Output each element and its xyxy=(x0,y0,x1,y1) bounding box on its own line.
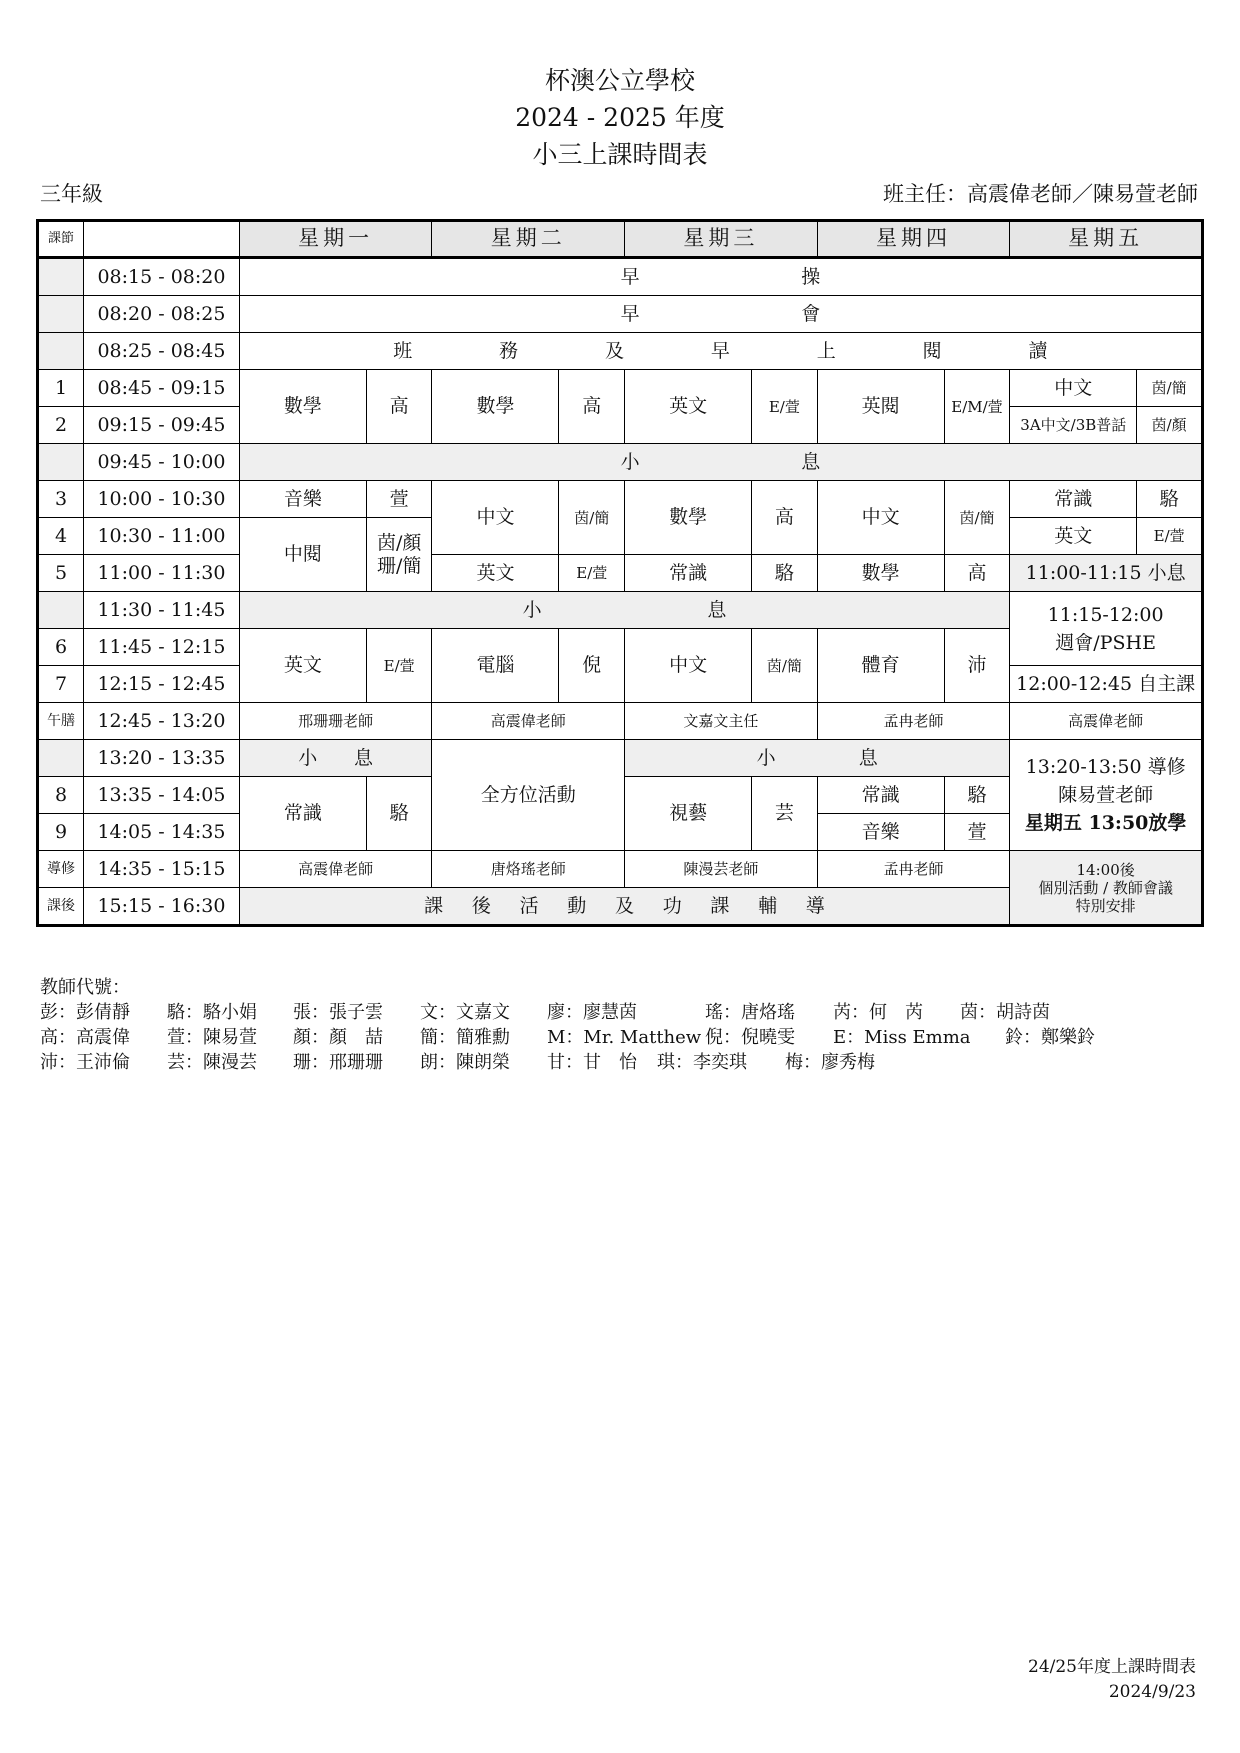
span-char: 及 xyxy=(605,339,625,362)
span-char: 讀 xyxy=(1028,339,1048,362)
legend-entry: 瑤：唐烙瑤 xyxy=(705,1002,795,1023)
friday-assembly-cell xyxy=(1010,592,1203,666)
span-char: 息 xyxy=(858,746,878,769)
teacher-cell: 倪 xyxy=(559,629,625,703)
lesson-num xyxy=(38,592,84,629)
assembly-time: 11:15-12:00 xyxy=(1047,603,1164,626)
subject-cell: 數學 xyxy=(239,370,366,444)
subject-cell: 常識 xyxy=(625,555,752,592)
legend-entry: 琪：李奕琪 xyxy=(657,1052,747,1073)
span-char: 務 xyxy=(499,339,519,362)
friday-self-study-cell: 12:00-12:45 自主課 xyxy=(1010,666,1203,703)
subject-cell: 中文 xyxy=(1010,370,1137,407)
legend-entry: 茵：胡詩茵 xyxy=(960,1002,1050,1023)
assembly-name: 週會/PSHE xyxy=(1055,631,1156,654)
header-row xyxy=(38,221,1203,258)
span-char: 小 xyxy=(756,746,776,769)
span-char: 課 xyxy=(424,894,444,917)
school-name: 杯澳公立學校 xyxy=(544,66,695,95)
teacher-line: 珊/簡 xyxy=(376,554,422,577)
time-cell: 08:45 - 09:15 xyxy=(84,370,240,407)
day-header-thu: 星期四 xyxy=(817,221,1010,258)
lunch-teacher-cell: 孟冉老師 xyxy=(817,703,1010,740)
subject-cell: 英文 xyxy=(1010,518,1137,555)
span-char: 早 xyxy=(620,265,640,288)
day-header-fri: 星期五 xyxy=(1010,221,1203,258)
lesson-num: 8 xyxy=(38,777,84,814)
table-row xyxy=(38,555,1203,592)
footer-date: 2024/9/23 xyxy=(1108,1682,1196,1702)
legend-entry: 駱：駱小娟 xyxy=(167,1002,257,1023)
teacher-cell: 茵/簡 xyxy=(752,629,818,703)
legend-entry: 高：高震偉 xyxy=(40,1027,130,1048)
legend-row xyxy=(40,1025,1095,1050)
class-affairs-reading xyxy=(239,333,1202,370)
legend-entry: 廖：廖慧茵 xyxy=(547,1002,637,1023)
subject-cell: 音樂 xyxy=(239,481,366,518)
table-row xyxy=(38,333,1203,370)
lunch-teacher-cell: 文嘉文主任 xyxy=(625,703,818,740)
span-char: 活 xyxy=(519,894,539,917)
subject-cell: 電腦 xyxy=(432,629,559,703)
after-school-activity-cell xyxy=(239,888,1009,926)
span-char: 班 xyxy=(393,339,413,362)
footer-title: 24/25年度上課時間表 xyxy=(1028,1657,1196,1677)
time-cell: 11:45 - 12:15 xyxy=(84,629,240,666)
span-char: 及 xyxy=(614,894,634,917)
time-cell: 12:45 - 13:20 xyxy=(84,703,240,740)
teacher-cell: E/M/萱 xyxy=(944,370,1010,444)
time-cell: 09:45 - 10:00 xyxy=(84,444,240,481)
lunch-teacher-cell: 邢珊珊老師 xyxy=(239,703,432,740)
legend-row xyxy=(40,1050,1095,1075)
legend-title: 教師代號： xyxy=(40,977,130,998)
table-row xyxy=(38,592,1203,629)
tutorial-label: 導修 xyxy=(38,851,84,888)
lesson-num xyxy=(38,258,84,296)
span-char: 息 xyxy=(354,746,374,769)
after-school-label: 課後 xyxy=(38,888,84,926)
legend-entry: 甘：甘 怡 xyxy=(547,1052,637,1073)
teacher-cell: 駱 xyxy=(944,777,1010,814)
legend-entry: 鈴：鄭樂鈴 xyxy=(1005,1027,1095,1048)
subject-cell: 英文 xyxy=(625,370,752,444)
subject-cell: 英文 xyxy=(432,555,559,592)
teacher-cell: 茵/簡 xyxy=(559,481,625,555)
friday-tutorial-time: 13:20-13:50 導修 xyxy=(1025,756,1186,778)
time-cell: 11:00 - 11:30 xyxy=(84,555,240,592)
friday-recess-cell: 11:00-11:15 小息 xyxy=(1010,555,1203,592)
legend-entry: 朗：陳朗榮 xyxy=(420,1052,510,1073)
teacher-cell: 駱 xyxy=(366,777,432,851)
time-cell: 11:30 - 11:45 xyxy=(84,592,240,629)
table-row xyxy=(38,444,1203,481)
subject-cell: 數學 xyxy=(432,370,559,444)
lesson-num: 2 xyxy=(38,407,84,444)
teacher-cell: 萱 xyxy=(944,814,1010,851)
span-char: 閱 xyxy=(922,339,942,362)
time-cell: 13:35 - 14:05 xyxy=(84,777,240,814)
teacher-line: 茵/顏 xyxy=(376,531,422,554)
lesson-num xyxy=(38,444,84,481)
span-char: 後 xyxy=(471,894,491,917)
all-round-activity-cell: 全方位活動 xyxy=(432,740,625,851)
friday-tutorial-teacher: 陳易萱老師 xyxy=(1058,784,1154,806)
school-year: 2024 - 2025 年度 xyxy=(515,103,725,132)
subject-cell: 數學 xyxy=(625,481,752,555)
subject-cell: 視藝 xyxy=(625,777,752,851)
span-char: 小 xyxy=(620,450,640,473)
day-header-tue: 星期二 xyxy=(432,221,625,258)
time-cell: 14:05 - 14:35 xyxy=(84,814,240,851)
teacher-cell: 駱 xyxy=(752,555,818,592)
teacher-cell xyxy=(366,518,432,592)
time-cell: 14:35 - 15:15 xyxy=(84,851,240,888)
teacher-cell: E/萱 xyxy=(752,370,818,444)
time-cell: 08:20 - 08:25 xyxy=(84,296,240,333)
span-char: 小 xyxy=(522,598,542,621)
class-teacher-label: 班主任：高震偉老師／陳易萱老師 xyxy=(883,182,1198,206)
time-cell: 15:15 - 16:30 xyxy=(84,888,240,926)
tutorial-teacher-cell: 陳漫芸老師 xyxy=(625,851,818,888)
time-header xyxy=(84,221,240,258)
lunch-label: 午膳 xyxy=(38,703,84,740)
morning-exercise xyxy=(239,258,1202,296)
span-char: 課 xyxy=(710,894,730,917)
span-char: 會 xyxy=(801,302,821,325)
lesson-num: 1 xyxy=(38,370,84,407)
footer xyxy=(1028,1655,1196,1705)
subject-cell: 英閱 xyxy=(817,370,944,444)
legend-entry: 簡：簡雅勳 xyxy=(420,1027,510,1048)
friday-after-line: 個別活動 / 教師會議 xyxy=(1038,878,1173,897)
subject-cell: 英文 xyxy=(239,629,366,703)
legend-entry: 文：文嘉文 xyxy=(420,1002,510,1023)
friday-after-line: 14:00後 xyxy=(1076,860,1135,879)
teacher-cell: 高 xyxy=(944,555,1010,592)
time-cell: 10:30 - 11:00 xyxy=(84,518,240,555)
teacher-cell: E/萱 xyxy=(1137,518,1203,555)
subject-cell: 3A中文/3B普話 xyxy=(1010,407,1137,444)
span-char: 動 xyxy=(567,894,587,917)
teacher-cell: 萱 xyxy=(366,481,432,518)
lesson-num xyxy=(38,333,84,370)
lunch-teacher-cell: 高震偉老師 xyxy=(432,703,625,740)
legend-row xyxy=(40,1000,1095,1025)
span-char: 導 xyxy=(805,894,825,917)
tutorial-teacher-cell: 唐烙瑤老師 xyxy=(432,851,625,888)
legend-entry: E：Miss Emma xyxy=(833,1027,971,1048)
subject-cell: 常識 xyxy=(1010,481,1137,518)
lesson-num: 3 xyxy=(38,481,84,518)
legend-entry: 倪：倪曉雯 xyxy=(705,1027,795,1048)
timetable xyxy=(36,219,1204,927)
table-row xyxy=(38,296,1203,333)
table-row xyxy=(38,703,1203,740)
lesson-num: 9 xyxy=(38,814,84,851)
grade-label: 三年級 xyxy=(40,182,103,206)
teacher-cell: 高 xyxy=(366,370,432,444)
span-char: 上 xyxy=(816,339,836,362)
legend-entry: 芸：陳漫芸 xyxy=(167,1052,257,1073)
table-row xyxy=(38,481,1203,518)
span-char: 息 xyxy=(707,598,727,621)
teacher-cell: 高 xyxy=(559,370,625,444)
span-char: 息 xyxy=(801,450,821,473)
teacher-cell: 沛 xyxy=(944,629,1010,703)
time-cell: 13:20 - 13:35 xyxy=(84,740,240,777)
subject-cell: 中閱 xyxy=(239,518,366,592)
lesson-header: 課節 xyxy=(38,221,84,258)
table-row xyxy=(38,370,1203,407)
time-cell: 08:15 - 08:20 xyxy=(84,258,240,296)
lesson-num: 6 xyxy=(38,629,84,666)
title-block xyxy=(0,62,1240,173)
day-header-mon: 星期一 xyxy=(239,221,432,258)
span-char: 輔 xyxy=(758,894,778,917)
subject-cell: 體育 xyxy=(817,629,944,703)
lesson-num xyxy=(38,740,84,777)
recess-cell xyxy=(239,740,432,777)
lesson-num: 7 xyxy=(38,666,84,703)
recess-cell xyxy=(239,592,1009,629)
table-row xyxy=(38,851,1203,888)
friday-dismissal: 星期五 13:50放學 xyxy=(1024,812,1187,834)
page-title: 小三上課時間表 xyxy=(532,140,708,169)
legend-entry: 萱：陳易萱 xyxy=(167,1027,257,1048)
teacher-cell: 芸 xyxy=(752,777,818,851)
teacher-cell: 茵/顏 xyxy=(1137,407,1203,444)
time-cell: 08:25 - 08:45 xyxy=(84,333,240,370)
teacher-cell: 高 xyxy=(752,481,818,555)
recess-cell xyxy=(239,444,1202,481)
span-char: 操 xyxy=(801,265,821,288)
table-row xyxy=(38,258,1203,296)
teacher-cell: 茵/簡 xyxy=(1137,370,1203,407)
legend-entry: M：Mr. Matthew xyxy=(547,1027,702,1048)
teacher-cell: E/萱 xyxy=(559,555,625,592)
teacher-cell: E/萱 xyxy=(366,629,432,703)
time-cell: 10:00 - 10:30 xyxy=(84,481,240,518)
day-header-wed: 星期三 xyxy=(625,221,818,258)
subject-cell: 中文 xyxy=(432,481,559,555)
legend-entry: 彭：彭倩靜 xyxy=(40,1002,130,1023)
legend-entry: 顏：顏 喆 xyxy=(293,1027,383,1048)
span-char: 功 xyxy=(662,894,682,917)
tutorial-teacher-cell: 孟冉老師 xyxy=(817,851,1010,888)
legend-entry: 珊：邢珊珊 xyxy=(293,1052,383,1073)
subject-cell: 數學 xyxy=(817,555,944,592)
lunch-teacher-cell: 高震偉老師 xyxy=(1010,703,1203,740)
subject-cell: 音樂 xyxy=(817,814,944,851)
teacher-cell: 茵/簡 xyxy=(944,481,1010,555)
teacher-cell: 駱 xyxy=(1137,481,1203,518)
table-row xyxy=(38,740,1203,777)
lesson-num: 4 xyxy=(38,518,84,555)
legend-entry: 芮：何 芮 xyxy=(833,1002,923,1023)
morning-assembly xyxy=(239,296,1202,333)
time-cell: 12:15 - 12:45 xyxy=(84,666,240,703)
friday-after-school-cell xyxy=(1010,851,1203,926)
time-cell: 09:15 - 09:45 xyxy=(84,407,240,444)
friday-tutorial-cell xyxy=(1010,740,1203,851)
legend-entry: 梅：廖秀梅 xyxy=(785,1052,875,1073)
legend-entry: 張：張子雲 xyxy=(293,1002,383,1023)
tutorial-teacher-cell: 高震偉老師 xyxy=(239,851,432,888)
span-char: 小 xyxy=(298,746,318,769)
subject-cell: 常識 xyxy=(817,777,944,814)
lesson-num: 5 xyxy=(38,555,84,592)
recess-cell xyxy=(625,740,1010,777)
lesson-num xyxy=(38,296,84,333)
friday-after-line: 特別安排 xyxy=(1075,896,1136,915)
span-char: 早 xyxy=(710,339,730,362)
subject-cell: 中文 xyxy=(817,481,944,555)
span-char: 早 xyxy=(620,302,640,325)
legend-entry: 沛：王沛倫 xyxy=(40,1052,130,1073)
subject-cell: 中文 xyxy=(625,629,752,703)
teacher-code-legend xyxy=(40,975,1095,1075)
subject-cell: 常識 xyxy=(239,777,366,851)
